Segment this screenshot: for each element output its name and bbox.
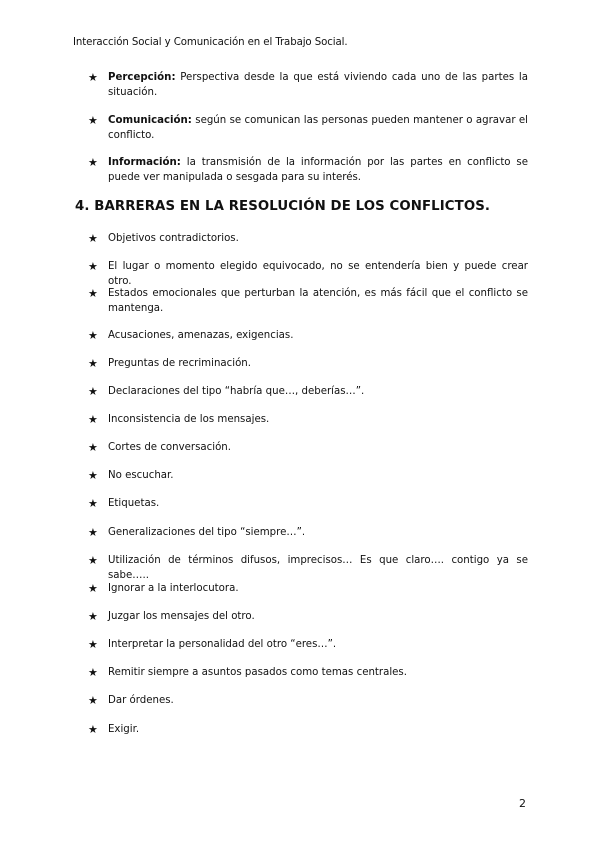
term-description: Perspectiva desde la que está viviendo cada uno de las partes la situación. (108, 72, 528, 98)
list-item: ★ El lugar o momento elegido equivocado, no se entendería bien y puede crear otro. (88, 260, 528, 287)
star-bullet-icon: ★ (88, 413, 98, 426)
star-bullet-icon: ★ (88, 582, 98, 595)
list-item: ★ Estados emocionales que perturban la atención, es más fácil que el conflicto se mantenga. (88, 287, 528, 314)
list-item-percepcion: ★ Percepción: Perspectiva desde la que está viviendo cada uno de las partes la situación. (88, 71, 528, 98)
star-bullet-icon: ★ (88, 71, 98, 84)
star-bullet-icon: ★ (88, 232, 98, 245)
star-bullet-icon: ★ (88, 666, 98, 679)
list-item: ★ Inconsistencia de los mensajes. (88, 413, 270, 426)
list-item: ★ Dar órdenes. (88, 694, 174, 707)
star-bullet-icon: ★ (88, 610, 98, 623)
star-bullet-icon: ★ (88, 554, 98, 567)
star-bullet-icon: ★ (88, 497, 98, 510)
term-label: Percepción (108, 72, 172, 83)
star-bullet-icon: ★ (88, 357, 98, 370)
term-description: según se comunican las personas pueden mantener o agravar el conflicto. (108, 115, 528, 141)
list-item: ★ Remitir siempre a asuntos pasados como temas centrales. (88, 666, 407, 679)
star-bullet-icon: ★ (88, 114, 98, 127)
list-item: ★ Objetivos contradictorios. (88, 232, 239, 245)
star-bullet-icon: ★ (88, 694, 98, 707)
list-item: ★ Etiquetas. (88, 497, 160, 510)
star-bullet-icon: ★ (88, 329, 98, 342)
term-description: la transmisión de la información por las partes en conflicto se puede ver manipulada o sesgada para su interés. (108, 157, 528, 183)
page-header: Interacción Social y Comunicación en el Trabajo Social. (73, 37, 348, 48)
star-bullet-icon: ★ (88, 526, 98, 539)
list-item: ★ Exigir. (88, 723, 140, 736)
section-heading: 4. BARRERAS EN LA RESOLUCIÓN DE LOS CONFLICTOS. (75, 199, 491, 214)
list-item: ★ Generalizaciones del tipo “siempre…”. (88, 526, 306, 539)
star-bullet-icon: ★ (88, 385, 98, 398)
list-item: ★ Preguntas de recriminación. (88, 357, 251, 370)
star-bullet-icon: ★ (88, 638, 98, 651)
star-bullet-icon: ★ (88, 287, 98, 300)
page-number: 2 (519, 797, 526, 810)
term-label: Comunicación (108, 115, 188, 126)
star-bullet-icon: ★ (88, 260, 98, 273)
term-label: Información (108, 157, 177, 168)
list-item-informacion: ★ Información: la transmisión de la información por las partes en conflicto se puede ver manipulada o sesgada para su interés. (88, 156, 528, 183)
list-item: ★ Acusaciones, amenazas, exigencias. (88, 329, 294, 342)
list-item: ★ Ignorar a la interlocutora. (88, 582, 239, 595)
list-item: ★ Interpretar la personalidad del otro “eres…”. (88, 638, 337, 651)
list-item: ★ Declaraciones del tipo “habría que…, deberías…”. (88, 385, 365, 398)
star-bullet-icon: ★ (88, 441, 98, 454)
list-item: ★ No escuchar. (88, 469, 174, 482)
list-item-comunicacion: ★ Comunicación: según se comunican las personas pueden mantener o agravar el conflicto. (88, 114, 528, 141)
star-bullet-icon: ★ (88, 156, 98, 169)
list-item: ★ Juzgar los mensajes del otro. (88, 610, 255, 623)
star-bullet-icon: ★ (88, 723, 98, 736)
list-item: ★ Utilización de términos difusos, imprecisos… Es que claro…. contigo ya se sabe….. (88, 554, 528, 581)
star-bullet-icon: ★ (88, 469, 98, 482)
list-item: ★ Cortes de conversación. (88, 441, 232, 454)
